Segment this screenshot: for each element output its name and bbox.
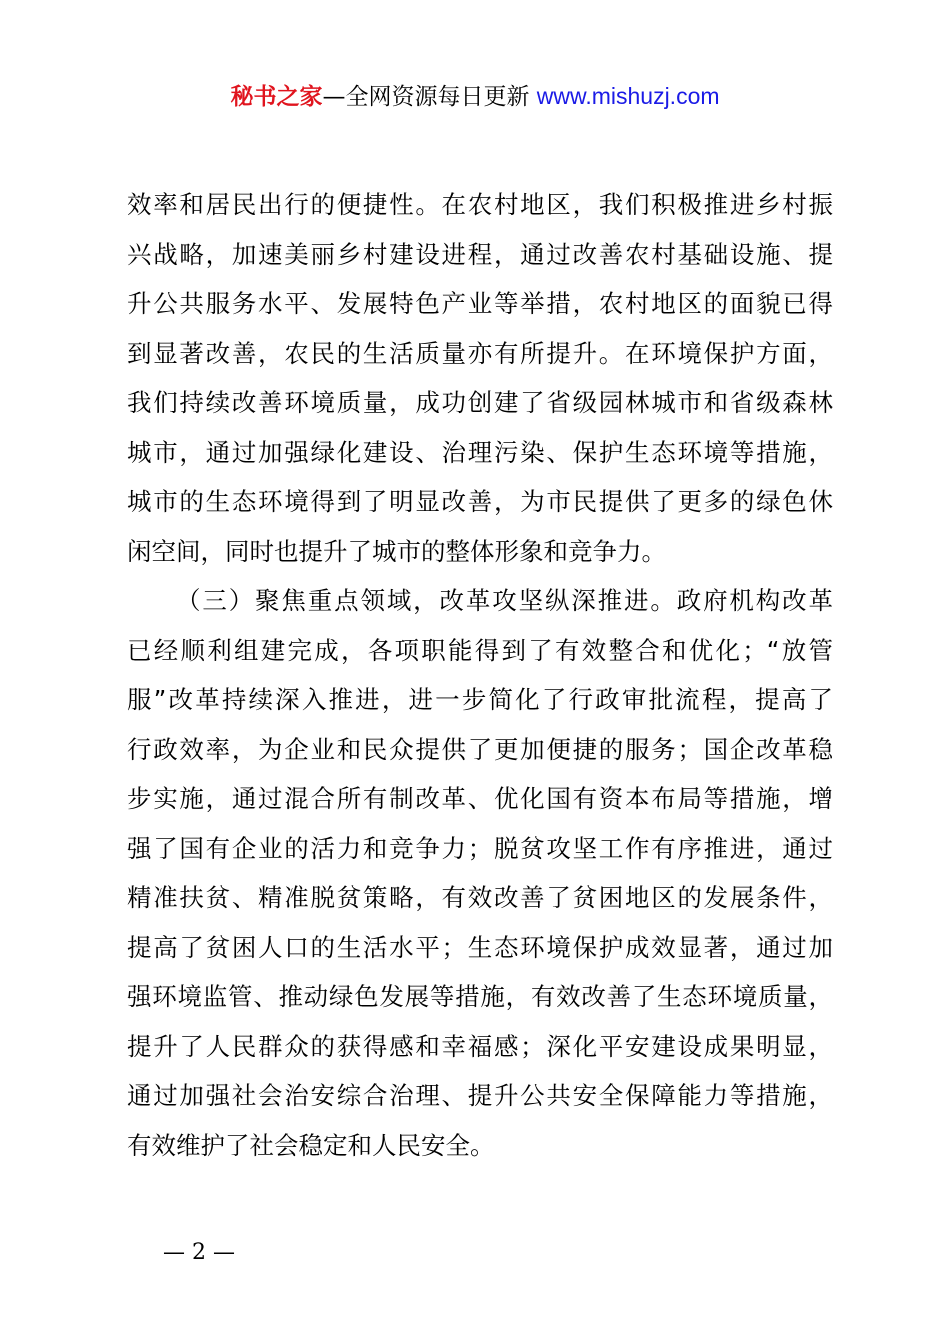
header-brand: 秘书之家 (230, 84, 323, 110)
page-header (0, 80, 950, 113)
body-line: 已经顺利组建完成，各项职能得到了有效整合和优化；“放管 (127, 635, 833, 665)
body-line: 服”改革持续深入推进，进一步简化了行政审批流程，提高了 (127, 685, 833, 714)
body-line: 闲空间，同时也提升了城市的整体形象和竞争力。 (127, 536, 666, 566)
body-line: 步实施，通过混合所有制改革、优化国有资本布局等措施，增 (127, 784, 833, 813)
header-tagline: —全网资源每日更新 (322, 84, 530, 110)
document-body (127, 180, 833, 1170)
body-line: 升公共服务水平、发展特色产业等举措，农村地区的面貌已得 (127, 289, 833, 318)
body-line: 城市的生态环境得到了明显改善，为市民提供了更多的绿色休 (127, 487, 833, 516)
body-line: 我们持续改善环境质量，成功创建了省级园林城市和省级森林 (127, 388, 833, 417)
body-line: 行政效率，为企业和民众提供了更加便捷的服务；国企改革稳 (127, 734, 833, 764)
section-heading-line: （三）聚焦重点领域，改革攻坚纵深推进。政府机构改革 (176, 586, 833, 615)
page-number: — 2 — (163, 1240, 235, 1265)
body-line: 有效维护了社会稳定和人民安全。 (127, 1130, 495, 1160)
body-line: 精准扶贫、精准脱贫策略，有效改善了贫困地区的发展条件， (127, 883, 833, 912)
body-line: 强了国有企业的活力和竞争力；脱贫攻坚工作有序推进，通过 (127, 833, 833, 863)
body-line: 通过加强社会治安综合治理、提升公共安全保障能力等措施， (127, 1081, 833, 1110)
body-line: 效率和居民出行的便捷性。在农村地区，我们积极推进乡村振 (127, 190, 833, 219)
body-line: 兴战略，加速美丽乡村建设进程，通过改善农村基础设施、提 (127, 239, 833, 269)
body-line: 提升了人民群众的获得感和幸福感；深化平安建设成果明显， (127, 1031, 833, 1061)
body-line: 城市，通过加强绿化建设、治理污染、保护生态环境等措施， (127, 437, 833, 467)
body-line: 到显著改善，农民的生活质量亦有所提升。在环境保护方面， (127, 338, 833, 368)
body-line: 强环境监管、推动绿色发展等措施，有效改善了生态环境质量， (127, 982, 833, 1011)
body-line: 提高了贫困人口的生活水平；生态环境保护成效显著，通过加 (127, 932, 833, 962)
header-url[interactable]: www.mishuzj.com (536, 83, 720, 109)
